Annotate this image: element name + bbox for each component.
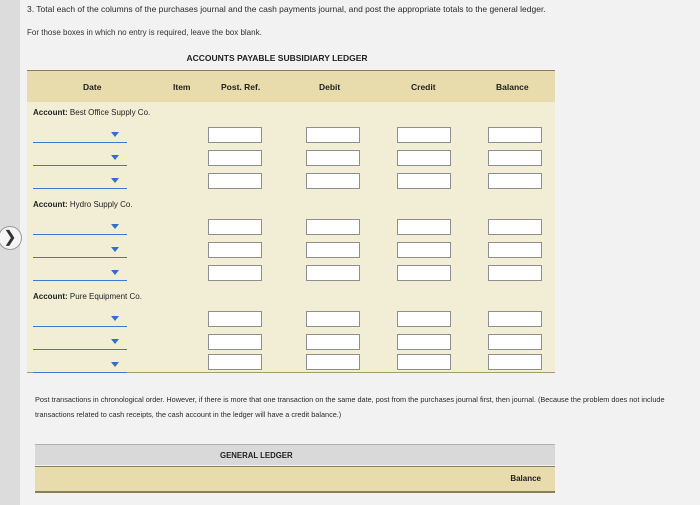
general-ledger-header <box>35 466 555 493</box>
col-balance: Balance <box>496 82 529 92</box>
account-label-pure-equipment: Account: Pure Equipment Co. <box>33 292 142 301</box>
question-title: 3. Total each of the columns of the purchases journal and the cash payments journal, and post the appropriate totals to the general ledger. <box>27 4 546 14</box>
chevron-right-icon[interactable]: ❯ <box>0 226 22 250</box>
post-ref-input[interactable] <box>208 354 262 370</box>
balance-input[interactable] <box>488 219 542 235</box>
credit-input[interactable] <box>397 242 451 258</box>
balance-input[interactable] <box>488 265 542 281</box>
credit-input[interactable] <box>397 219 451 235</box>
debit-input[interactable] <box>306 354 360 370</box>
balance-input[interactable] <box>488 173 542 189</box>
date-dropdown[interactable] <box>33 220 127 235</box>
ledger-header <box>27 70 555 105</box>
balance-input[interactable] <box>488 127 542 143</box>
ledger-title: ACCOUNTS PAYABLE SUBSIDIARY LEDGER <box>186 53 368 63</box>
ledger-body <box>27 102 555 373</box>
date-dropdown[interactable] <box>33 151 127 166</box>
post-ref-input[interactable] <box>208 265 262 281</box>
balance-input[interactable] <box>488 334 542 350</box>
debit-input[interactable] <box>306 173 360 189</box>
col-debit: Debit <box>319 82 341 92</box>
chevron-down-icon <box>111 178 119 183</box>
credit-input[interactable] <box>397 265 451 281</box>
debit-input[interactable] <box>306 150 360 166</box>
balance-input[interactable] <box>488 242 542 258</box>
post-ref-input[interactable] <box>208 219 262 235</box>
credit-input[interactable] <box>397 173 451 189</box>
chevron-down-icon <box>111 316 119 321</box>
question-subtitle: For those boxes in which no entry is required, leave the box blank. <box>27 28 262 37</box>
date-dropdown[interactable] <box>33 174 127 189</box>
debit-input[interactable] <box>306 334 360 350</box>
chevron-down-icon <box>111 270 119 275</box>
debit-input[interactable] <box>306 242 360 258</box>
date-dropdown[interactable] <box>33 335 127 350</box>
chevron-down-icon <box>111 224 119 229</box>
chevron-down-icon <box>111 362 119 367</box>
chevron-down-icon <box>111 247 119 252</box>
col-credit: Credit <box>411 82 436 92</box>
post-ref-input[interactable] <box>208 127 262 143</box>
post-ref-input[interactable] <box>208 242 262 258</box>
debit-input[interactable] <box>306 219 360 235</box>
post-ref-input[interactable] <box>208 311 262 327</box>
account-label-hydro: Account: Hydro Supply Co. <box>33 200 133 209</box>
debit-input[interactable] <box>306 265 360 281</box>
debit-input[interactable] <box>306 127 360 143</box>
credit-input[interactable] <box>397 150 451 166</box>
col-item: Item <box>173 82 191 92</box>
date-dropdown[interactable] <box>33 358 127 373</box>
account-label-best-office: Account: Best Office Supply Co. <box>33 108 151 117</box>
credit-input[interactable] <box>397 354 451 370</box>
credit-input[interactable] <box>397 334 451 350</box>
date-dropdown[interactable] <box>33 266 127 281</box>
post-ref-input[interactable] <box>208 334 262 350</box>
post-ref-input[interactable] <box>208 173 262 189</box>
left-edge-bar <box>0 0 20 505</box>
balance-input[interactable] <box>488 311 542 327</box>
date-dropdown[interactable] <box>33 128 127 143</box>
date-dropdown[interactable] <box>33 243 127 258</box>
chevron-down-icon <box>111 339 119 344</box>
debit-input[interactable] <box>306 311 360 327</box>
credit-input[interactable] <box>397 311 451 327</box>
general-ledger-title-bar <box>35 444 555 465</box>
col-balance-gl: Balance <box>510 474 541 483</box>
col-post-ref: Post. Ref. <box>221 82 261 92</box>
date-dropdown[interactable] <box>33 312 127 327</box>
chevron-down-icon <box>111 155 119 160</box>
post-ref-input[interactable] <box>208 150 262 166</box>
general-ledger-title: GENERAL LEDGER <box>220 451 293 460</box>
col-date: Date <box>83 82 102 92</box>
balance-input[interactable] <box>488 354 542 370</box>
chevron-down-icon <box>111 132 119 137</box>
balance-input[interactable] <box>488 150 542 166</box>
instructions-text: Post transactions in chronological order. However, if there is more that one transaction on the same date, post from the purchases journal first, then journal. (Because the problem does not include transactions related to cash receipts, the cash account in the ledger will have a credit balance.) <box>35 392 695 422</box>
credit-input[interactable] <box>397 127 451 143</box>
